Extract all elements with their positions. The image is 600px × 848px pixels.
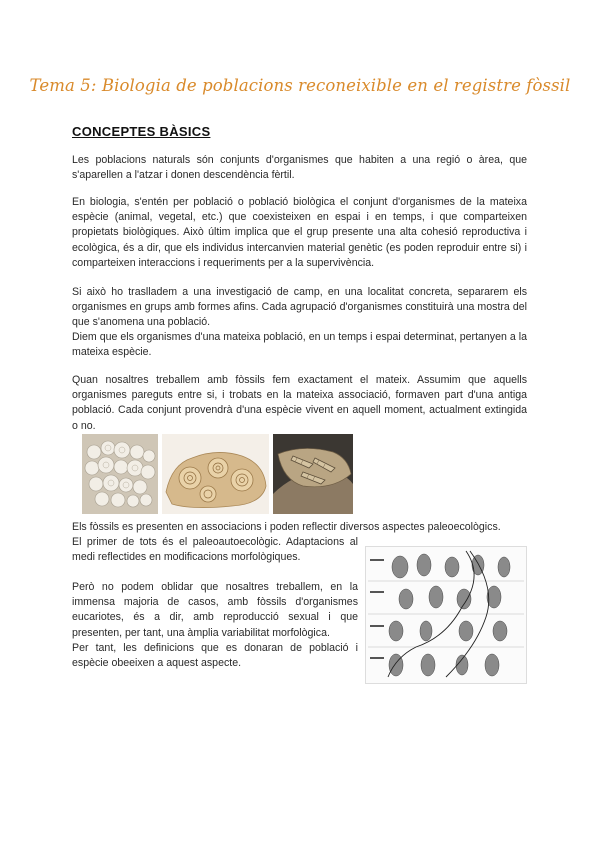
page-title: Tema 5: Biologia de poblacions reconeixible en el registre fòssil xyxy=(29,76,571,95)
section-heading: CONCEPTES BÀSICS xyxy=(72,124,211,139)
paragraph-fossils: Quan nosaltres treballem amb fòssils fem exactament el mateix. Assumim que aquells organismes pareguts entre si, i trobats en la mateixa associació, formaven part d'una antiga població. Cada conjunt provendrà d'una espècie vivent en aquell moment, actualment extingida o no. xyxy=(72,374,527,432)
fossil-photo-rock-snails xyxy=(162,434,269,514)
paragraph-same-species: Diem que els organismes d'una mateixa població, en un temps i espai determinat, pertanyen a la mateixa espècie. xyxy=(72,331,527,359)
fossil-photo-turritella xyxy=(273,434,353,514)
paragraph-associations: Els fòssils es presenten en associacions i poden reflectir diversos aspectes paleoecològics. xyxy=(72,521,501,533)
fossil-photo-white-shells xyxy=(82,434,158,514)
ammonite-evolution-figure xyxy=(365,546,527,684)
paragraph-eukaryotes: Però no podem oblidar que nosaltres treballem, en la immensa majoria de casos, amb fòssils d'organismes eucariotes, és a dir, amb reproducció sexual i que presenten, per tant, una àmplia variabilitat morfològica. xyxy=(72,581,358,639)
paragraph-populations: Les poblacions naturals són conjunts d'organismes que habiten a una regió o àrea, que s'aparellen a l'atzar i donen descendència fèrtil. xyxy=(72,154,527,182)
paragraph-definitions: Per tant, les definicions que es donaran de població i espècie obeeixen a aquest aspecte. xyxy=(72,642,358,670)
paragraph-biology-definition: En biologia, s'entén per població o població biològica el conjunt d'organismes de la mateixa espècie (animal, vegetal, etc.) que coexisteixen en espai i en temps, i que comparteixen propietats biològiques. Això últim implica que el grup presente una alta cohesió reproductiva i ecològica, és a dir, que els individus intercanvien material genètic (es poden reproduir entre si) i comparteixen interaccions i requeriments per a la supervivència. xyxy=(72,196,527,269)
paragraph-field-research: Si això ho traslladem a una investigació de camp, en una localitat concreta, separarem els organismes en grups amb formes afins. Cada agrupació d'organismes constituirà una mostra del que s'anomena una població. xyxy=(72,286,527,329)
paragraph-paleoautoecology: El primer de tots és el paleoautoecològic. Adaptacions al medi reflectides en modificacions morfològiques. xyxy=(72,536,358,564)
